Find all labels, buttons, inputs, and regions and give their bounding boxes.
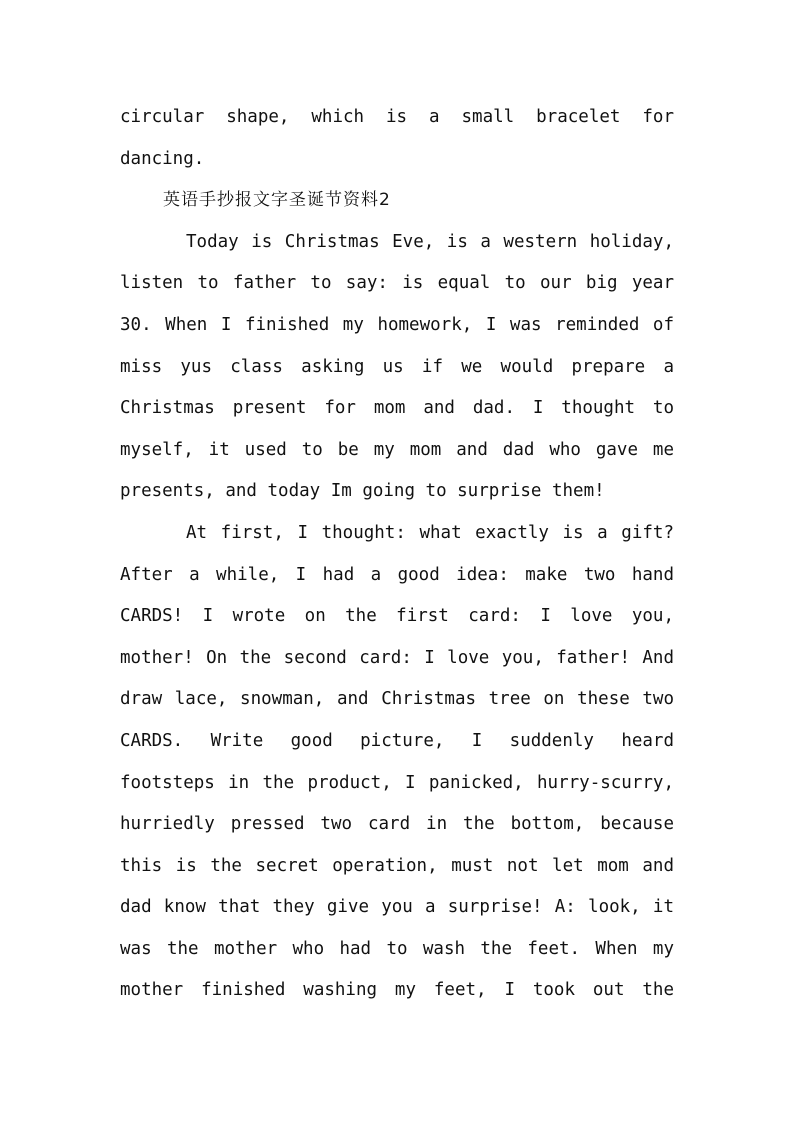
text-line: At first, I thought: what exactly is a gift?: [186, 522, 674, 543]
text-line: hurriedly pressed two card in the bottom, because: [120, 814, 674, 835]
text-line: myself, it used to be my mom and dad who gave me: [120, 439, 674, 460]
section-heading-text: 英语手抄报文字圣诞节资料2: [163, 190, 391, 211]
text-line: dad know that they give you a surprise! A: look, it: [120, 897, 674, 918]
text-line: presents, and today Im going to surprise them!: [120, 481, 605, 502]
text-line: footsteps in the product, I panicked, hurry-scurry,: [120, 772, 674, 793]
text-line: Today is Christmas Eve, is a western holiday,: [186, 231, 674, 252]
text-line: mother finished washing my feet, I took out the: [120, 980, 674, 1001]
text-line: dancing.: [120, 148, 205, 169]
text-line: draw lace, snowman, and Christmas tree on these two: [120, 689, 674, 710]
text-line: 30. When I finished my homework, I was reminded of: [120, 314, 674, 335]
text-line: was the mother who had to wash the feet. When my: [120, 938, 674, 959]
text-line: CARDS. Write good picture, I suddenly heard: [120, 730, 674, 751]
text-line: After a while, I had a good idea: make two hand: [120, 564, 674, 585]
text-line: circular shape, which is a small bracelet for: [120, 107, 674, 127]
text-line: CARDS! I wrote on the first card: I love you,: [120, 606, 674, 627]
text-line: Christmas present for mom and dad. I thought to: [120, 398, 674, 419]
text-line: this is the secret operation, must not let mom and: [120, 855, 674, 876]
text-line: listen to father to say: is equal to our big year: [120, 273, 674, 294]
body-text: [120, 97, 674, 1012]
text-line: miss yus class asking us if we would prepare a: [120, 356, 674, 377]
section-heading: [120, 180, 674, 222]
text-line: mother! On the second card: I love you, father! And: [120, 647, 674, 668]
